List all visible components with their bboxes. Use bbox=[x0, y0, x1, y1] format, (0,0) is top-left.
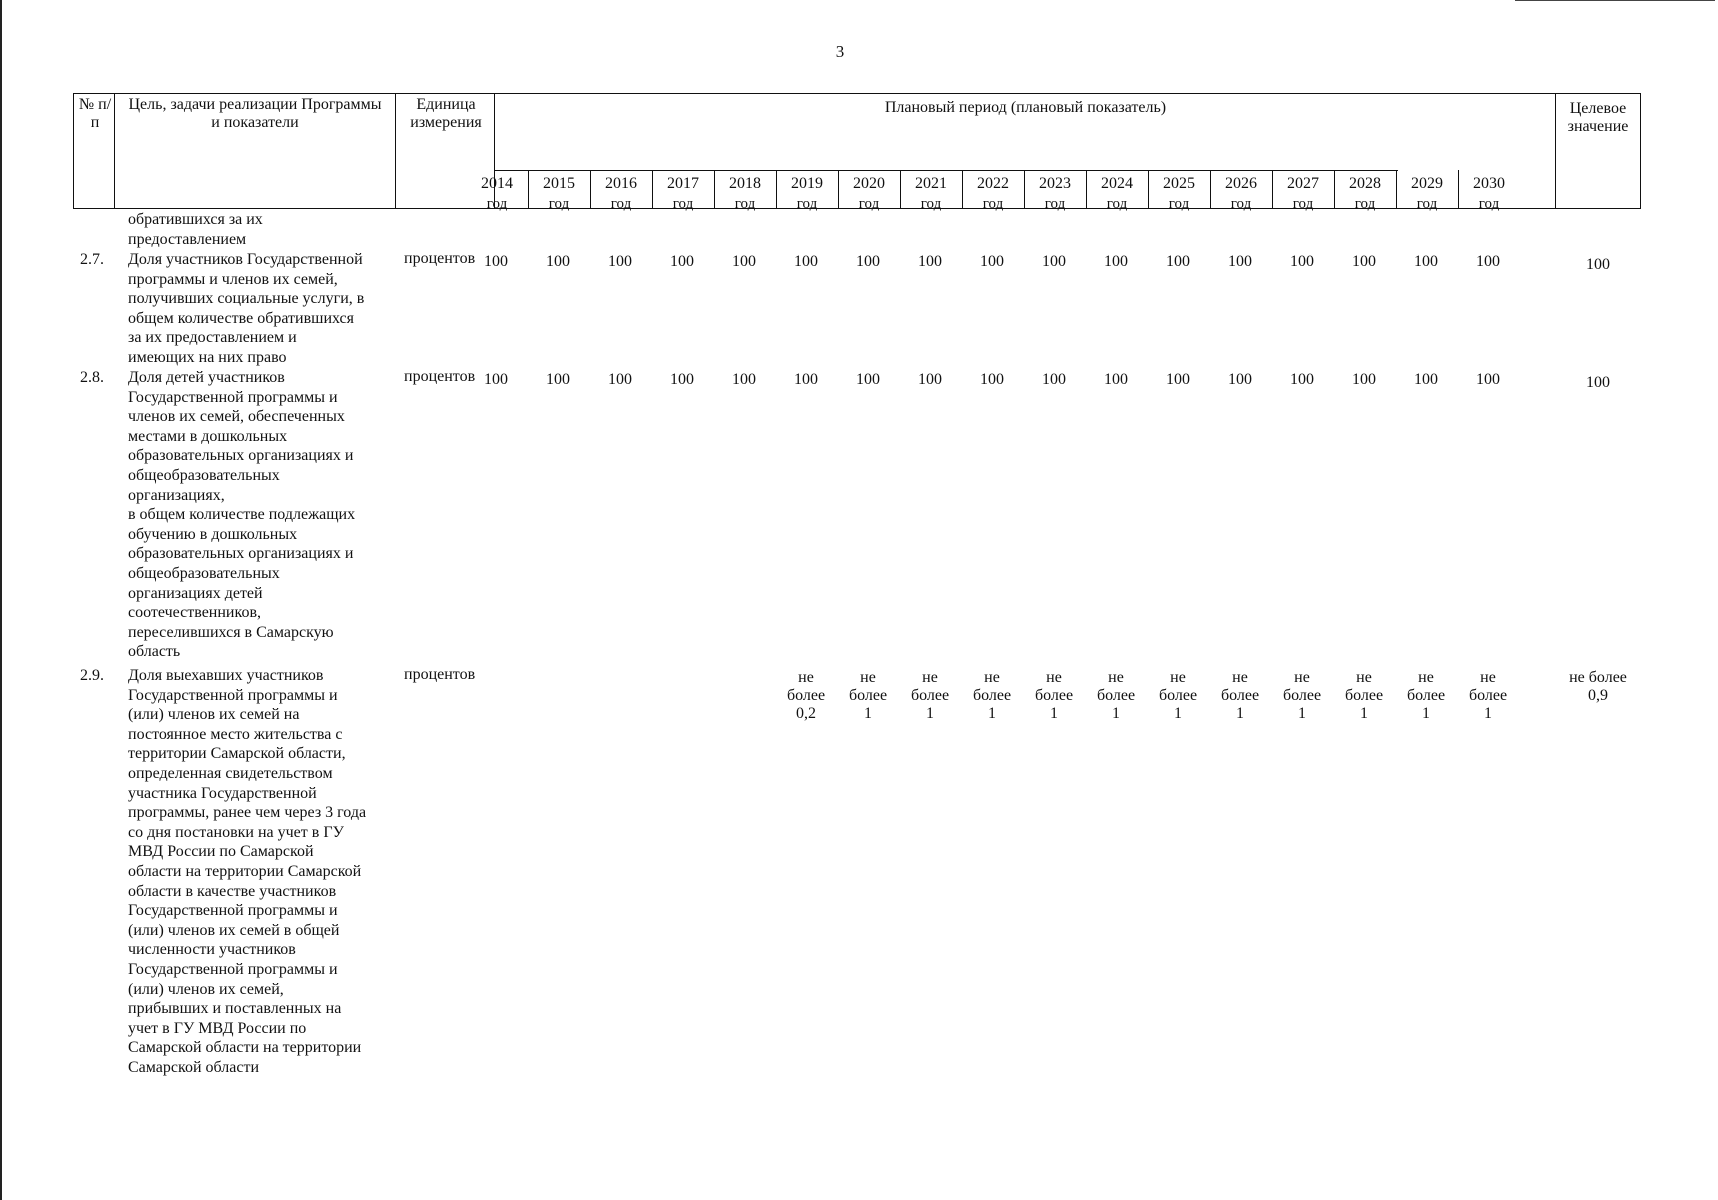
indicator-text-line: Доля детей участников bbox=[128, 369, 285, 386]
indicator-text-line: (или) членов их семей, bbox=[128, 980, 284, 998]
indicator-text-line: программы, ранее чем через 3 года bbox=[128, 804, 367, 822]
value-line: более bbox=[910, 687, 950, 704]
value-line: 1 bbox=[1422, 705, 1430, 722]
page-number: 3 bbox=[835, 42, 845, 61]
value-line: 1 bbox=[1484, 705, 1492, 722]
year-suffix: год bbox=[858, 196, 880, 212]
value-cell: 100 bbox=[1290, 371, 1314, 388]
indicator-text-line: образовательных организациях и bbox=[128, 447, 354, 465]
indicator-text-line: переселившихся в Самарскую bbox=[128, 623, 334, 641]
year-header-cell bbox=[900, 174, 962, 214]
value-cell: 100 bbox=[1228, 253, 1252, 270]
year-suffix: год bbox=[672, 196, 694, 212]
indicator-text-line: территории Самарской области, bbox=[128, 745, 346, 763]
value-cell: 100 bbox=[546, 253, 570, 270]
value-line: 1 bbox=[1174, 705, 1182, 722]
year-suffix: год bbox=[1478, 196, 1500, 212]
value-line: не bbox=[984, 669, 1000, 686]
value-line: не bbox=[922, 669, 938, 686]
row-number: 2.9. bbox=[80, 667, 104, 684]
value-cell: 100 bbox=[1228, 371, 1252, 388]
header-unit: Единица измерения bbox=[410, 96, 482, 131]
value-line: более bbox=[1282, 687, 1322, 704]
year-header-cell bbox=[1396, 174, 1458, 214]
target-value bbox=[1558, 669, 1638, 705]
value-line: более bbox=[848, 687, 888, 704]
value-cell bbox=[1457, 669, 1519, 723]
header-period: Плановый период (плановый показатель) bbox=[884, 99, 1167, 116]
year-header-cell bbox=[1024, 174, 1086, 214]
year-divider bbox=[900, 170, 901, 208]
year-divider bbox=[962, 170, 963, 208]
year-divider bbox=[1458, 170, 1459, 208]
value-cell: 100 bbox=[980, 371, 1004, 388]
year-header-cell bbox=[528, 174, 590, 214]
indicator-text-line: образовательных организациях и bbox=[128, 545, 354, 563]
indicator-text-line: получивших социальные услуги, в bbox=[128, 290, 365, 308]
value-line: 1 bbox=[1298, 705, 1306, 722]
target-value: 100 bbox=[1586, 256, 1610, 273]
scan-top-rule bbox=[1515, 0, 1715, 1]
indicator-text-line: общем количестве обратившихся bbox=[128, 309, 355, 327]
col-divider bbox=[114, 94, 115, 208]
year-suffix: год bbox=[1044, 196, 1066, 212]
value-cell: 100 bbox=[918, 371, 942, 388]
continuation-line: предоставлением bbox=[128, 231, 247, 248]
indicator-text-line: обучению в дошкольных bbox=[128, 525, 298, 543]
year-divider bbox=[1024, 170, 1025, 208]
year-suffix: год bbox=[734, 196, 756, 212]
indicator-text-line: прибывших и поставленных на bbox=[128, 1000, 342, 1018]
indicator-text-line: Государственной программы и bbox=[128, 686, 338, 704]
year-value: 2030 bbox=[1473, 175, 1505, 192]
value-cell bbox=[1023, 669, 1085, 723]
value-line: 1 bbox=[1112, 705, 1120, 722]
value-line: не более bbox=[1569, 669, 1627, 686]
year-value: 2025 bbox=[1163, 175, 1195, 192]
indicator-text-line: Государственной программы и bbox=[128, 902, 338, 920]
value-cell: 100 bbox=[608, 253, 632, 270]
value-line: более bbox=[1468, 687, 1508, 704]
value-cell bbox=[961, 669, 1023, 723]
indicator-text-line: членов их семей, обеспеченных bbox=[128, 408, 345, 426]
year-value: 2027 bbox=[1287, 175, 1319, 192]
year-header-cell bbox=[962, 174, 1024, 214]
unit-cell: процентов bbox=[404, 666, 476, 683]
value-cell: 100 bbox=[484, 371, 508, 388]
value-line: более bbox=[1406, 687, 1446, 704]
value-cell: 100 bbox=[856, 253, 880, 270]
year-divider bbox=[1396, 170, 1397, 208]
indicator-text-line: область bbox=[128, 643, 181, 661]
value-line: более bbox=[1096, 687, 1136, 704]
year-value: 2017 bbox=[667, 175, 699, 192]
value-line: более bbox=[1344, 687, 1384, 704]
year-divider bbox=[838, 170, 839, 208]
year-value: 2021 bbox=[915, 175, 947, 192]
value-line: не bbox=[798, 669, 814, 686]
year-divider bbox=[590, 170, 591, 208]
continuation-line: обратившихся за их bbox=[128, 211, 263, 228]
header-target: Целевое значение bbox=[1567, 100, 1629, 135]
year-divider bbox=[1210, 170, 1211, 208]
value-cell: 100 bbox=[1104, 371, 1128, 388]
value-cell: 100 bbox=[1414, 371, 1438, 388]
indicator-text-line: общеобразовательных bbox=[128, 565, 280, 582]
value-line: 1 bbox=[1050, 705, 1058, 722]
value-cell: 100 bbox=[670, 371, 694, 388]
value-cell: 100 bbox=[1476, 253, 1500, 270]
value-cell: 100 bbox=[732, 253, 756, 270]
value-cell bbox=[1209, 669, 1271, 723]
table-header bbox=[73, 93, 1641, 212]
value-cell: 100 bbox=[484, 253, 508, 270]
indicator-text-line: Доля участников Государственной bbox=[128, 251, 363, 268]
year-header-cell bbox=[1148, 174, 1210, 214]
unit-cell: процентов bbox=[404, 368, 476, 385]
value-cell: 100 bbox=[732, 371, 756, 388]
indicator-text-line: численности участников bbox=[128, 941, 296, 959]
value-line: более bbox=[1158, 687, 1198, 704]
year-suffix: год bbox=[1354, 196, 1376, 212]
value-line: 0,2 bbox=[796, 705, 816, 722]
year-suffix: год bbox=[548, 196, 570, 212]
year-divider bbox=[652, 170, 653, 208]
value-line: более bbox=[1220, 687, 1260, 704]
indicator-text-line: (или) членов их семей в общей bbox=[128, 921, 340, 939]
indicator-text-line: Самарской области bbox=[128, 1059, 259, 1076]
value-line: 0,9 bbox=[1588, 687, 1608, 704]
value-line: не bbox=[1480, 669, 1496, 686]
year-suffix: год bbox=[1292, 196, 1314, 212]
col-divider bbox=[1555, 94, 1556, 208]
value-line: 1 bbox=[1236, 705, 1244, 722]
year-header-cell bbox=[838, 174, 900, 214]
year-value: 2015 bbox=[543, 175, 575, 192]
value-line: 1 bbox=[1360, 705, 1368, 722]
year-value: 2026 bbox=[1225, 175, 1257, 192]
col-divider bbox=[395, 94, 396, 208]
value-cell: 100 bbox=[1166, 371, 1190, 388]
value-cell bbox=[1147, 669, 1209, 723]
year-header-cell bbox=[652, 174, 714, 214]
indicator-text-line: организациях, bbox=[128, 486, 225, 504]
value-cell bbox=[899, 669, 961, 723]
value-line: не bbox=[1356, 669, 1372, 686]
value-line: более bbox=[786, 687, 826, 704]
indicator-text-line: МВД России по Самарской bbox=[128, 843, 314, 861]
value-cell bbox=[1395, 669, 1457, 723]
year-suffix: год bbox=[982, 196, 1004, 212]
year-value: 2023 bbox=[1039, 175, 1071, 192]
indicator-text-line: соотечественников, bbox=[128, 604, 261, 622]
target-value: 100 bbox=[1586, 374, 1610, 391]
year-header-cell bbox=[1210, 174, 1272, 214]
indicator-text-line: определенная свидетельством bbox=[128, 765, 333, 782]
value-cell: 100 bbox=[1166, 253, 1190, 270]
value-line: 1 bbox=[864, 705, 872, 722]
value-line: 1 bbox=[988, 705, 996, 722]
indicator-text-line: области в качестве участников bbox=[128, 882, 337, 900]
year-divider bbox=[528, 170, 529, 208]
value-cell: 100 bbox=[1414, 253, 1438, 270]
header-num: № п/п bbox=[78, 96, 112, 131]
value-cell bbox=[775, 669, 837, 723]
indicator-text-line: со дня постановки на учет в ГУ bbox=[128, 823, 344, 841]
value-line: 1 bbox=[926, 705, 934, 722]
year-header-cell bbox=[1458, 174, 1520, 214]
year-divider bbox=[1086, 170, 1087, 208]
year-value: 2028 bbox=[1349, 175, 1381, 192]
year-header-cell bbox=[776, 174, 838, 214]
value-cell: 100 bbox=[918, 253, 942, 270]
value-cell: 100 bbox=[1352, 371, 1376, 388]
indicator-text-line: программы и членов их семей, bbox=[128, 270, 338, 288]
indicator-text-line: постоянное место жительства с bbox=[128, 725, 343, 743]
value-line: более bbox=[972, 687, 1012, 704]
year-row-divider bbox=[494, 170, 1398, 171]
year-divider bbox=[1148, 170, 1149, 208]
value-cell: 100 bbox=[608, 371, 632, 388]
value-line: не bbox=[1418, 669, 1434, 686]
indicator-text-line: имеющих на них право bbox=[128, 349, 287, 366]
value-cell: 100 bbox=[1290, 253, 1314, 270]
year-header-cell bbox=[590, 174, 652, 214]
value-cell bbox=[1271, 669, 1333, 723]
value-cell: 100 bbox=[856, 371, 880, 388]
year-divider bbox=[714, 170, 715, 208]
year-divider bbox=[1334, 170, 1335, 208]
value-cell bbox=[1333, 669, 1395, 723]
year-suffix: год bbox=[796, 196, 818, 212]
indicator-text-line: Самарской области на территории bbox=[128, 1039, 362, 1057]
value-cell: 100 bbox=[1352, 253, 1376, 270]
indicator-text-line: участника Государственной bbox=[128, 784, 317, 802]
indicator-text-line: за их предоставлением и bbox=[128, 329, 297, 347]
year-divider bbox=[776, 170, 777, 208]
value-cell: 100 bbox=[980, 253, 1004, 270]
value-cell: 100 bbox=[1042, 253, 1066, 270]
year-value: 2024 bbox=[1101, 175, 1133, 192]
value-cell: 100 bbox=[794, 253, 818, 270]
indicator-text-line: учет в ГУ МВД России по bbox=[128, 1019, 307, 1037]
year-value: 2022 bbox=[977, 175, 1009, 192]
year-value: 2018 bbox=[729, 175, 761, 192]
year-header-cell bbox=[466, 174, 528, 214]
year-suffix: год bbox=[1416, 196, 1438, 212]
indicator-text-line: (или) членов их семей на bbox=[128, 706, 300, 724]
indicator-text-line: Государственной программы и bbox=[128, 388, 338, 406]
indicator-text-line: области на территории Самарской bbox=[128, 863, 362, 880]
year-suffix: год bbox=[1230, 196, 1252, 212]
year-suffix: год bbox=[920, 196, 942, 212]
header-goal: Цель, задачи реализации Программы и показатели bbox=[128, 96, 382, 131]
value-line: не bbox=[860, 669, 876, 686]
value-cell: 100 bbox=[670, 253, 694, 270]
year-header-cell bbox=[1334, 174, 1396, 214]
year-header-cell bbox=[714, 174, 776, 214]
value-line: не bbox=[1232, 669, 1248, 686]
value-cell: 100 bbox=[546, 371, 570, 388]
indicator-text-line: местами в дошкольных bbox=[128, 427, 288, 445]
value-cell: 100 bbox=[794, 371, 818, 388]
value-line: не bbox=[1170, 669, 1186, 686]
year-suffix: год bbox=[1168, 196, 1190, 212]
indicator-text-line: общеобразовательных bbox=[128, 467, 280, 484]
year-header-cell bbox=[1272, 174, 1334, 214]
value-line: не bbox=[1108, 669, 1124, 686]
row-number: 2.7. bbox=[80, 251, 104, 268]
unit-cell: процентов bbox=[404, 250, 476, 267]
value-cell bbox=[1085, 669, 1147, 723]
year-divider bbox=[1272, 170, 1273, 208]
value-line: более bbox=[1034, 687, 1074, 704]
value-cell bbox=[837, 669, 899, 723]
value-cell: 100 bbox=[1476, 371, 1500, 388]
value-line: не bbox=[1294, 669, 1310, 686]
value-cell: 100 bbox=[1104, 253, 1128, 270]
year-header-cell bbox=[1086, 174, 1148, 214]
year-suffix: год bbox=[486, 196, 508, 212]
indicator-text-line: Доля выехавших участников bbox=[128, 667, 324, 684]
year-value: 2016 bbox=[605, 175, 637, 192]
year-value: 2019 bbox=[791, 175, 823, 192]
year-suffix: год bbox=[610, 196, 632, 212]
value-line: не bbox=[1046, 669, 1062, 686]
year-value: 2020 bbox=[853, 175, 885, 192]
year-value: 2029 bbox=[1411, 175, 1443, 192]
scan-left-edge bbox=[0, 0, 2, 1200]
indicator-text-line: Государственной программы и bbox=[128, 961, 338, 978]
indicator-text-line: в общем количестве подлежащих bbox=[128, 506, 356, 524]
year-suffix: год bbox=[1106, 196, 1128, 212]
year-value: 2014 bbox=[481, 175, 513, 192]
value-cell: 100 bbox=[1042, 371, 1066, 388]
row-number: 2.8. bbox=[80, 369, 104, 386]
indicator-text-line: организациях детей bbox=[128, 584, 263, 602]
